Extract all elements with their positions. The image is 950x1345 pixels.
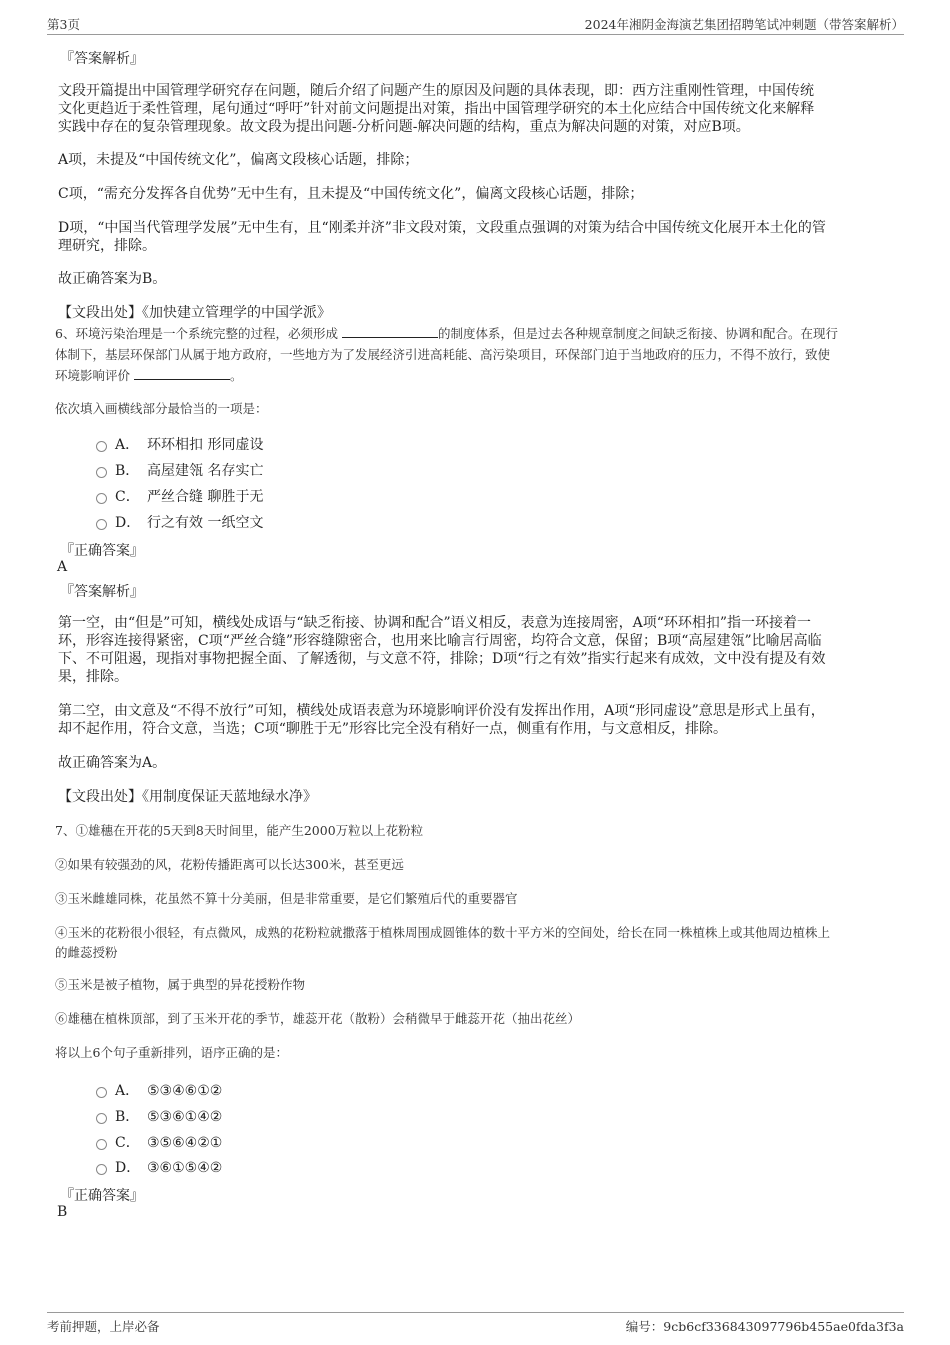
- q5-analysis-line-2: 文化更趋近于柔性管理，尾句通过“呼吁”针对前文问题提出对策，指出中国管理学研究的本土化应结合中国传统文化来解释: [58, 101, 815, 117]
- q6-para1-line-4: 果，排除。: [58, 669, 128, 685]
- radio-button[interactable]: [96, 1113, 107, 1124]
- radio-button[interactable]: [96, 467, 107, 478]
- q6-option-d[interactable]: D． 行之有效 一纸空文: [96, 512, 263, 532]
- q6-prompt: 依次填入画横线部分最恰当的一项是：: [55, 401, 268, 416]
- radio-button[interactable]: [96, 1087, 107, 1098]
- q5-option-d-note-line-1: D项，“中国当代管理学发展”无中生有，且“刚柔并济”非文段对策，文段重点强调的对策为结合中国传统文化展开本土化的管: [58, 220, 826, 236]
- radio-button[interactable]: [96, 493, 107, 504]
- q7-sentence-4-line-2: 的雌蕊授粉: [55, 945, 118, 960]
- q5-option-c-note: C项，“需充分发挥各自优势”无中生有，且未提及“中国传统文化”，偏离文段核心话题，排除；: [58, 186, 644, 202]
- q7-correct-label: 『正确答案』: [60, 1188, 144, 1204]
- q6-stem-line-1: 6、环境污染治理是一个系统完整的过程，必须形成 的制度体系，但是过去各种规章制度之间缺乏衔接、协调和配合。在现行: [55, 326, 838, 341]
- q5-analysis-line-1: 文段开篇提出中国管理学研究存在问题，随后介绍了问题产生的原因及问题的具体表现，即：西方注重刚性管理，中国传统: [58, 83, 814, 99]
- q6-para1-line-3: 下、不可阻遏，现指对事物把握全面、了解透彻，与文意不符，排除；D项“行之有效”指实行起来有成效，文中没有提及有效: [58, 651, 826, 667]
- radio-button[interactable]: [96, 1139, 107, 1150]
- document-serial: 编号：9cb6cf336843097796b455ae0fda3f3a: [625, 1319, 904, 1334]
- q6-answer: A: [57, 559, 68, 575]
- page-footer: [47, 1312, 904, 1335]
- q6-option-c[interactable]: C． 严丝合缝 聊胜于无: [96, 486, 263, 506]
- q6-para1-line-1: 第一空，由“但是”可知，横线处成语与“缺乏衔接、协调和配合”语义相反，表意为连接周密，A项“环环相扣”指一环接着一: [58, 615, 812, 631]
- q5-conclusion: 故正确答案为B。: [58, 271, 167, 287]
- q6-blank-2: [134, 367, 230, 380]
- q5-option-a-note: A项，未提及“中国传统文化”，偏离文段核心话题，排除；: [58, 152, 419, 168]
- q7-option-c[interactable]: C． ③⑤⑥④②①: [96, 1132, 222, 1152]
- q5-option-d-note-line-2: 理研究，排除。: [58, 238, 156, 254]
- q7-sentence-4-line-1: ④玉米的花粉很小很轻，有点微风，成熟的花粉粒就撒落于植株周围成圆锥体的数十平方米的空间处，给长在同一株植株上或其他周边植株上: [55, 925, 831, 940]
- page-number: 第3页: [47, 17, 80, 32]
- q6-analysis-label: 『答案解析』: [60, 584, 144, 600]
- q5-analysis-line-3: 实践中存在的复杂管理现象。故文段为提出问题-分析问题-解决问题的结构，重点为解决问题的对策，对应B项。: [58, 119, 750, 135]
- q6-conclusion: 故正确答案为A。: [58, 755, 167, 771]
- q6-option-a[interactable]: A． 环环相扣 形同虚设: [96, 434, 263, 454]
- q7-sentence-1: 7、①雄穗在开花的5天到8天时间里，能产生2000万粒以上花粉粒: [55, 823, 424, 838]
- q7-option-b[interactable]: B． ⑤③⑥①④②: [96, 1106, 222, 1126]
- q6-source: 【文段出处】《用制度保证天蓝地绿水净》: [58, 789, 317, 805]
- q7-sentence-3: ③玉米雌雄同株，花虽然不算十分美丽，但是非常重要，是它们繁殖后代的重要器官: [55, 891, 518, 906]
- q5-source: 【文段出处】《加快建立管理学的中国学派》: [58, 305, 331, 321]
- q6-stem-line-3: 环境影响评价 。: [55, 368, 243, 383]
- footer-slogan: 考前押题，上岸必备: [47, 1319, 160, 1334]
- radio-button[interactable]: [96, 519, 107, 530]
- q6-blank-1: [342, 325, 438, 338]
- q7-sentence-6: ⑥雄穗在植株顶部，到了玉米开花的季节，雄蕊开花（散粉）会稍微早于雌蕊开花（抽出花丝）: [55, 1011, 581, 1026]
- document-title: 2024年湘阴金海演艺集团招聘笔试冲刺题（带答案解析）: [584, 17, 904, 32]
- q6-stem-line-2: 体制下，基层环保部门从属于地方政府，一些地方为了发展经济引进高耗能、高污染项目，环保部门迫于当地政府的压力，不得不放行，致使: [55, 347, 831, 362]
- q6-para2-line-2: 却不起作用，符合文意，当选；C项“聊胜于无”形容比完全没有稍好一点，侧重有作用，与文意相反，排除。: [58, 721, 728, 737]
- q6-correct-label: 『正确答案』: [60, 543, 144, 559]
- radio-button[interactable]: [96, 1164, 107, 1175]
- q5-analysis-label: 『答案解析』: [60, 51, 144, 67]
- q7-option-d[interactable]: D． ③⑥①⑤④②: [96, 1157, 222, 1177]
- q7-prompt: 将以上6个句子重新排列，语序正确的是：: [55, 1045, 288, 1060]
- q6-para1-line-2: 环，形容连接得紧密，C项“严丝合缝”形容缝隙密合，也用来比喻言行周密，均符合文意，保留；B项“高屋建瓴”比喻居高临: [58, 633, 822, 649]
- page-header: [47, 12, 904, 35]
- radio-button[interactable]: [96, 441, 107, 452]
- q7-answer: B: [57, 1204, 68, 1220]
- q6-para2-line-1: 第二空，由文意及“不得不放行”可知，横线处成语表意为环境影响评价没有发挥出作用，A项“形同虚设”意思是形式上虽有，: [58, 703, 825, 719]
- q7-option-a[interactable]: A． ⑤③④⑥①②: [96, 1080, 222, 1100]
- q6-option-b[interactable]: B． 高屋建瓴 名存实亡: [96, 460, 263, 480]
- q7-sentence-5: ⑤玉米是被子植物，属于典型的异花授粉作物: [55, 977, 306, 992]
- q7-sentence-2: ②如果有较强劲的风，花粉传播距离可以长达300米，甚至更远: [55, 857, 404, 872]
